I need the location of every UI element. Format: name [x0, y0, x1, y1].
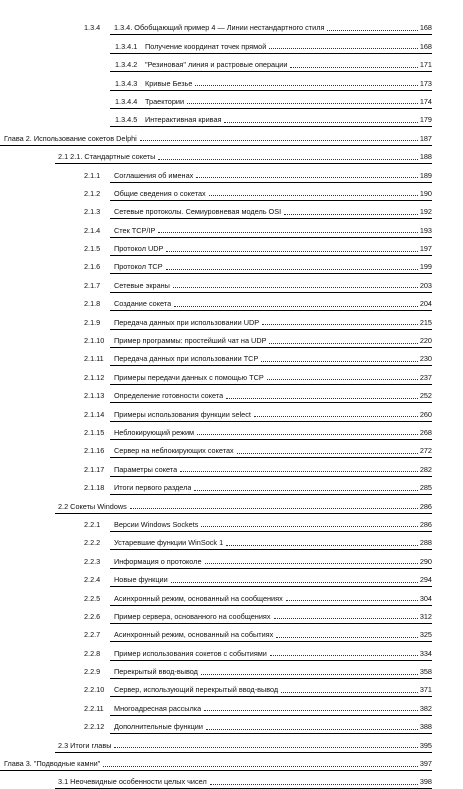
toc-entry-title: Новые функции: [114, 575, 168, 585]
toc-entry-title: "Резиновая" линия и растровые операции: [145, 60, 288, 70]
toc-entry-title: Глава 2. Использование сокетов Delphi: [4, 133, 137, 143]
toc-entry-number: 2.2.5: [84, 593, 101, 603]
toc-entry-page: 304: [419, 593, 432, 603]
dot-leader: [210, 783, 418, 785]
toc-entry-title: Создание сокета: [114, 299, 172, 309]
toc-entry-page: 358: [419, 667, 432, 677]
toc-entry-title: Сервер на неблокирующих сокетах: [114, 446, 234, 456]
toc-entry-page: 382: [419, 703, 432, 713]
toc-entry-title: Определение готовности сокета: [114, 391, 224, 401]
toc-entry-title: Кривые Безье: [145, 78, 193, 88]
toc-entry[interactable]: [0, 382, 463, 400]
dot-leader: [201, 525, 417, 527]
dot-leader: [166, 250, 417, 252]
toc-entry-number: 2.1.10: [84, 336, 105, 346]
toc-entry-number: 2.1.4: [84, 225, 101, 235]
toc-entry-page: 197: [419, 244, 432, 254]
toc-entry[interactable]: [0, 106, 463, 124]
toc-entry[interactable]: [0, 603, 463, 621]
dot-leader: [103, 765, 418, 767]
toc-entry[interactable]: [0, 419, 463, 437]
table-of-contents: [0, 14, 463, 786]
toc-entry[interactable]: [0, 271, 463, 289]
toc-entry[interactable]: [0, 694, 463, 712]
toc-entry[interactable]: [0, 713, 463, 731]
toc-entry-title: 1.3.4. Обобщающий пример 4 — Линии нестандартного стиля: [114, 23, 325, 33]
toc-entry-title: Стек TCP/IP: [114, 225, 156, 235]
dot-leader: [171, 581, 418, 583]
toc-entry-page: 174: [419, 96, 432, 106]
toc-entry-page: 272: [419, 446, 432, 456]
toc-entry-title: Передача данных при использовании TCP: [114, 354, 259, 364]
toc-entry-number: 2.2.10: [84, 685, 105, 695]
toc-entry[interactable]: [0, 547, 463, 565]
toc-entry-page: 334: [419, 648, 432, 658]
toc-entry-number: 1.3.4.1: [115, 41, 138, 51]
toc-entry-title: Пример использования сокетов с событиями: [114, 648, 267, 658]
dot-leader: [290, 66, 417, 68]
dot-leader: [173, 286, 418, 288]
toc-entry-number: 2.2.2: [84, 538, 101, 548]
toc-entry-page: 215: [419, 317, 432, 327]
toc-entry-number: 2.1.6: [84, 262, 101, 272]
toc-entry-page: 188: [419, 152, 432, 162]
toc-entry-number: 2.1.14: [84, 409, 105, 419]
toc-entry-title: Соглашения об именах: [114, 170, 194, 180]
toc-entry-number: 1.3.4.4: [115, 96, 138, 106]
toc-entry-number: 2.1.11: [84, 354, 104, 364]
toc-entry-number: 2.1.17: [84, 464, 105, 474]
toc-entry[interactable]: [0, 69, 463, 87]
toc-entry-page: 268: [419, 427, 432, 437]
toc-entry[interactable]: [0, 676, 463, 694]
toc-entry[interactable]: [0, 492, 463, 510]
toc-entry-page: 282: [419, 464, 432, 474]
toc-entry-page: 171: [419, 60, 432, 70]
toc-entry-page: 285: [419, 483, 432, 493]
toc-entry[interactable]: [0, 768, 463, 786]
toc-entry[interactable]: [0, 253, 463, 271]
dot-leader: [269, 47, 418, 49]
toc-entry-title: Примеры передачи данных с помощью TCP: [114, 372, 264, 382]
toc-entry-title: Версии Windows Sockets: [114, 519, 199, 529]
toc-entry-title: Получение координат точек прямой: [145, 41, 267, 51]
dot-leader: [237, 452, 418, 454]
toc-entry-page: 168: [419, 23, 432, 33]
toc-entry-page: 220: [419, 336, 432, 346]
toc-entry-page: 371: [419, 685, 432, 695]
toc-entry-number: 2.2.7: [84, 630, 101, 640]
toc-entry-page: 173: [419, 78, 432, 88]
toc-entry-page: 230: [419, 354, 432, 364]
toc-entry-title: Сервер, использующий перекрытый ввод-вывод: [114, 685, 279, 695]
dot-leader: [284, 213, 418, 215]
dot-leader: [209, 194, 418, 196]
toc-entry-page: 290: [419, 556, 432, 566]
toc-entry[interactable]: [0, 290, 463, 308]
dot-leader: [196, 176, 418, 178]
toc-entry-number: 1.3.4.5: [115, 115, 138, 125]
toc-entry-title: Траектории: [145, 96, 185, 106]
toc-entry-page: 199: [419, 262, 432, 272]
toc-entry-title: Протокол TCP: [114, 262, 163, 272]
toc-entry-page: 237: [419, 372, 432, 382]
toc-entry[interactable]: [0, 511, 463, 529]
toc-entry[interactable]: [0, 235, 463, 253]
toc-entry-title: Перекрытый ввод-вывод: [114, 667, 198, 677]
toc-entry[interactable]: [0, 51, 463, 69]
toc-entry-title: Асинхронный режим, основанный на событиях: [114, 630, 274, 640]
toc-entry-title: Пример программы: простейший чат на UDP: [114, 336, 267, 346]
toc-entry-page: 189: [419, 170, 432, 180]
toc-entry-page: 260: [419, 409, 432, 419]
dot-leader: [174, 305, 418, 307]
toc-entry-page: 204: [419, 299, 432, 309]
toc-entry-page: 286: [419, 501, 432, 511]
toc-entry[interactable]: [0, 143, 463, 161]
toc-entry[interactable]: [0, 455, 463, 473]
dot-leader: [201, 673, 418, 675]
toc-entry-title: Параметры сокета: [114, 464, 178, 474]
toc-entry-page: 286: [419, 519, 432, 529]
toc-entry-page: 252: [419, 391, 432, 401]
dot-leader: [267, 378, 418, 380]
dot-leader: [194, 489, 417, 491]
toc-entry-title: Передача данных при использовании UDP: [114, 317, 260, 327]
toc-entry[interactable]: [0, 658, 463, 676]
toc-entry[interactable]: [0, 529, 463, 547]
toc-entry-page: 168: [419, 41, 432, 51]
toc-entry-number: 2.1.9: [84, 317, 101, 327]
dot-leader: [114, 746, 417, 748]
toc-entry-number: 2.1.2: [84, 188, 101, 198]
toc-entry-number: 2.1.12: [84, 372, 105, 382]
dot-leader: [166, 268, 418, 270]
toc-entry-number: 2.2.12: [84, 722, 105, 732]
toc-entry-title: Сетевые экраны: [114, 280, 170, 290]
toc-entry-number: 2.1.15: [84, 427, 105, 437]
dot-leader: [206, 728, 418, 730]
toc-entry-title: Примеры использования функции select: [114, 409, 251, 419]
toc-entry-title: Глава 3. "Подводные камни": [4, 759, 101, 769]
toc-entry-page: 325: [419, 630, 432, 640]
toc-entry[interactable]: [0, 124, 463, 142]
toc-entry-number: 2.1.7: [84, 280, 101, 290]
toc-entry[interactable]: [0, 88, 463, 106]
toc-entry-page: 187: [419, 133, 432, 143]
dot-leader: [195, 84, 417, 86]
dot-leader: [180, 470, 418, 472]
toc-entry[interactable]: [0, 566, 463, 584]
toc-entry-page: 179: [419, 115, 432, 125]
dot-leader: [197, 433, 418, 435]
toc-entry-page: 395: [419, 740, 432, 750]
toc-entry-page: 288: [419, 538, 432, 548]
toc-entry-page: 294: [419, 575, 432, 585]
toc-entry-title: Информация о протоколе: [114, 556, 202, 566]
dot-leader: [262, 323, 418, 325]
toc-entry-number: 2.2.4: [84, 575, 101, 585]
toc-entry[interactable]: [0, 474, 463, 492]
toc-entry-page: 193: [419, 225, 432, 235]
toc-entry-number: 2.1.3: [84, 207, 101, 217]
dot-leader: [140, 139, 418, 141]
toc-entry[interactable]: [0, 437, 463, 455]
toc-entry-number: 1.3.4: [84, 23, 101, 33]
toc-entry-page: 190: [419, 188, 432, 198]
dot-leader: [261, 360, 417, 362]
toc-entry-number: 2.1.8: [84, 299, 101, 309]
toc-entry-number: 2.2.11: [84, 703, 104, 713]
dot-leader: [270, 654, 418, 656]
toc-entry-number: 1.3.4.2: [115, 60, 138, 70]
toc-entry[interactable]: [0, 14, 463, 32]
toc-entry[interactable]: [0, 180, 463, 198]
toc-entry[interactable]: [0, 639, 463, 657]
toc-entry-title: Итоги первого раздела: [114, 483, 192, 493]
toc-entry-number: 2.1.16: [84, 446, 105, 456]
toc-entry-page: 312: [419, 611, 432, 621]
dot-leader: [274, 617, 418, 619]
toc-entry-page: 203: [419, 280, 432, 290]
toc-entry[interactable]: [0, 161, 463, 179]
toc-entry[interactable]: [0, 750, 463, 768]
dot-leader: [204, 709, 418, 711]
dot-leader: [224, 121, 417, 123]
toc-entry[interactable]: [0, 731, 463, 749]
dot-leader: [130, 507, 418, 509]
toc-entry-title: Устаревшие функции WinSock 1: [114, 538, 224, 548]
toc-entry[interactable]: [0, 216, 463, 234]
dot-leader: [254, 415, 418, 417]
dot-leader: [205, 562, 418, 564]
toc-entry[interactable]: [0, 584, 463, 602]
toc-entry-title: Многоадресная рассылка: [114, 703, 202, 713]
dot-leader: [269, 342, 417, 344]
toc-entry-number: 1.3.4.3: [115, 78, 138, 88]
toc-entry-page: 388: [419, 722, 432, 732]
toc-entry[interactable]: [0, 327, 463, 345]
toc-entry[interactable]: [0, 363, 463, 381]
toc-entry-title: 3.1 Неочевидные особенности целых чисел: [58, 777, 207, 787]
toc-entry-page: 192: [419, 207, 432, 217]
toc-entry[interactable]: [0, 198, 463, 216]
dot-leader: [187, 102, 418, 104]
toc-entry-title: Сетевые протоколы. Семиуровневая модель OSI: [114, 207, 282, 217]
toc-entry[interactable]: [0, 345, 463, 363]
dot-leader: [158, 158, 417, 160]
toc-entry-title: Интерактивная кривая: [145, 115, 222, 125]
dot-leader: [327, 29, 417, 31]
dot-leader: [226, 397, 418, 399]
toc-entry-number: 2.2.1: [84, 519, 101, 529]
toc-entry[interactable]: [0, 308, 463, 326]
toc-entry-number: 2.1.5: [84, 244, 101, 254]
toc-entry-title: 2.2 Сокеты Windows: [58, 501, 127, 511]
toc-entry-page: 397: [419, 759, 432, 769]
dot-leader: [286, 599, 418, 601]
toc-entry[interactable]: [0, 400, 463, 418]
toc-entry-number: 2.2.6: [84, 611, 101, 621]
toc-entry-title: Неблокирующий режим: [114, 427, 195, 437]
toc-entry[interactable]: [0, 621, 463, 639]
toc-entry-page: 398: [419, 777, 432, 787]
dot-leader: [226, 544, 418, 546]
toc-entry-number: 2.2.8: [84, 648, 101, 658]
toc-entry-number: 2.1.18: [84, 483, 105, 493]
toc-entry[interactable]: [0, 32, 463, 50]
dot-leader: [158, 231, 417, 233]
dot-leader: [281, 691, 418, 693]
toc-entry-number: 2.2.3: [84, 556, 101, 566]
toc-entry-number: 2.1.13: [84, 391, 105, 401]
toc-entry-title: 2.1 2.1. Стандартные сокеты: [58, 152, 156, 162]
toc-entry-title: 2.3 Итоги главы: [58, 740, 112, 750]
toc-entry-title: Общие сведения о сокетах: [114, 188, 206, 198]
toc-entry-number: 2.2.9: [84, 667, 101, 677]
dot-leader: [276, 636, 418, 638]
toc-entry-title: Пример сервера, основанного на сообщениях: [114, 611, 271, 621]
toc-entry-title: Протокол UDP: [114, 244, 164, 254]
toc-entry-title: Асинхронный режим, основанный на сообщениях: [114, 593, 283, 603]
toc-entry-number: 2.1.1: [84, 170, 101, 180]
toc-entry-title: Дополнительные функции: [114, 722, 203, 732]
